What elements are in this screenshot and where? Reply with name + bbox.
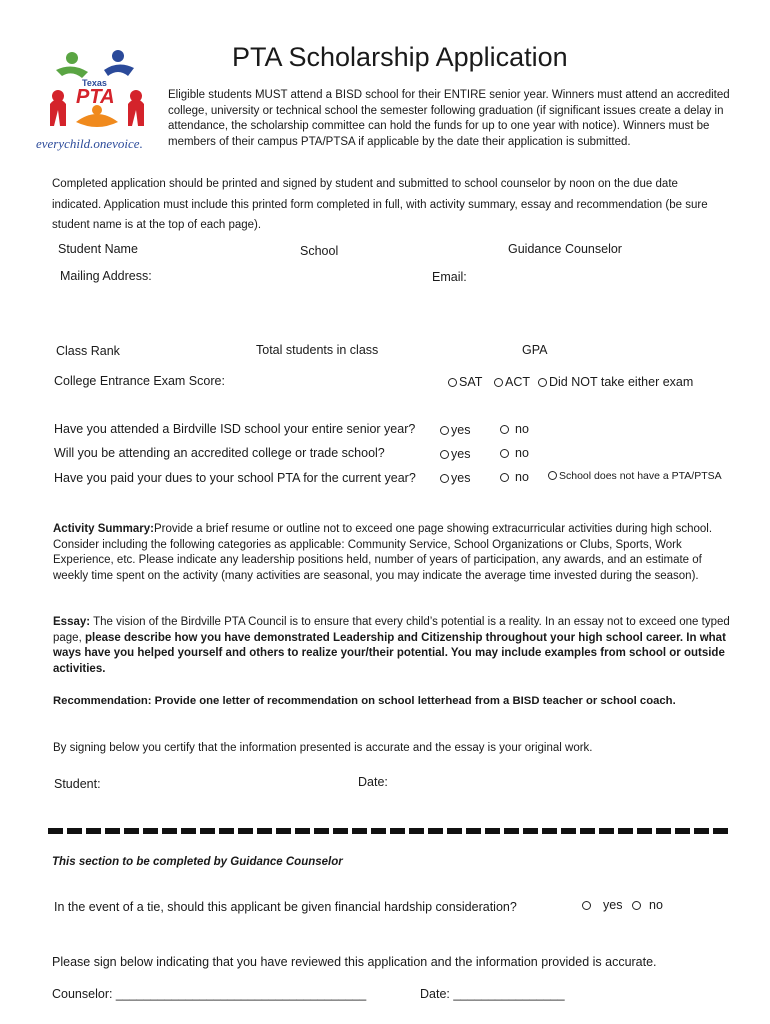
- q3-yes-option[interactable]: yes: [440, 471, 470, 485]
- email-label: Email:: [432, 270, 467, 284]
- essay-label: Essay:: [53, 616, 91, 628]
- divider-dash: [504, 828, 519, 834]
- q3-yes-radio[interactable]: [440, 474, 449, 483]
- divider-dash: [105, 828, 120, 834]
- sat-radio[interactable]: [448, 378, 457, 387]
- page-title: PTA Scholarship Application: [232, 42, 568, 72]
- divider-dash: [257, 828, 272, 834]
- tie-question: In the event of a tie, should this applicant be given financial hardship consideration?: [54, 900, 517, 914]
- divider-dash: [219, 828, 234, 834]
- divider-dash: [637, 828, 652, 834]
- essay-bold-text: please describe how you have demonstrated Leadership and Citizenship throughout your high school career. In what ways have you helped yourself and others to realize your/their potential. You may include examples from school or outside activities.: [53, 631, 726, 675]
- divider-dash: [124, 828, 139, 834]
- divider-dash: [333, 828, 348, 834]
- counselor-section-heading: This section to be completed by Guidance Counselor: [52, 856, 343, 868]
- divider-dash: [314, 828, 329, 834]
- exam-option-sat[interactable]: SAT: [448, 375, 482, 389]
- logo-state: Texas: [82, 78, 107, 88]
- question-senior-year: Have you attended a Birdville ISD school your entire senior year?: [54, 422, 416, 436]
- tie-yes-option[interactable]: yes: [582, 898, 622, 912]
- divider-dash: [295, 828, 310, 834]
- divider-dash: [200, 828, 215, 834]
- tie-no-option[interactable]: no: [632, 898, 663, 912]
- q2-yes-option[interactable]: yes: [440, 447, 470, 461]
- q3-no-pta-option[interactable]: School does not have a PTA/PTSA: [548, 470, 722, 482]
- no-pta-radio[interactable]: [548, 471, 557, 480]
- class-rank-label: Class Rank: [56, 344, 120, 358]
- divider-dash: [580, 828, 595, 834]
- divider-dash: [656, 828, 671, 834]
- section-divider: [48, 828, 732, 834]
- divider-dash: [618, 828, 633, 834]
- certify-text: By signing below you certify that the information presented is accurate and the essay is your original work.: [53, 742, 593, 754]
- essay-section: [53, 615, 735, 677]
- counselor-sign-note: Please sign below indicating that you have reviewed this application and the information provided is accurate.: [52, 955, 657, 969]
- divider-dash: [428, 828, 443, 834]
- divider-dash: [48, 828, 63, 834]
- divider-dash: [67, 828, 82, 834]
- divider-dash: [181, 828, 196, 834]
- q1-no-radio[interactable]: [500, 425, 509, 434]
- divider-dash: [466, 828, 481, 834]
- pta-logo: [36, 46, 158, 156]
- q3-no-radio[interactable]: [500, 473, 509, 482]
- instructions-text: Completed application should be printed and signed by student and submitted to school counselor by noon on the due date indicated. Application must include this printed form completed in full, with activity summary, essay and recommendation (be sure student name is at the top of each page).: [52, 178, 708, 231]
- divider-dash: [390, 828, 405, 834]
- tie-no-radio[interactable]: [632, 901, 641, 910]
- q3-no-option[interactable]: no: [500, 470, 529, 484]
- act-radio[interactable]: [494, 378, 503, 387]
- activity-text: Provide a brief resume or outline not to exceed one page showing extracurricular activities during high school. Consider including the following categories as applicable: Community Service, School Organizations or Clubs, Sports, Work Experience, etc. Please indicate any leadership positions held, number of years of participation, any awards, and an estimate of weekly time spent on the activity (many activities are seasonal, you may indicate the average time invested during the season).: [53, 523, 713, 582]
- q1-yes-radio[interactable]: [440, 426, 449, 435]
- divider-dash: [599, 828, 614, 834]
- divider-dash: [713, 828, 728, 834]
- gpa-label: GPA: [522, 343, 548, 357]
- student-signature-label: Student:: [54, 777, 101, 791]
- divider-dash: [143, 828, 158, 834]
- logo-brand: PTA: [76, 86, 115, 108]
- divider-dash: [371, 828, 386, 834]
- divider-dash: [447, 828, 462, 834]
- student-name-label: Student Name: [58, 242, 138, 256]
- divider-dash: [352, 828, 367, 834]
- mailing-address-label: Mailing Address:: [60, 269, 152, 283]
- divider-dash: [86, 828, 101, 834]
- recommendation-text: Recommendation: Provide one letter of recommendation on school letterhead from a BISD teacher or school coach.: [53, 695, 676, 707]
- divider-dash: [675, 828, 690, 834]
- no-exam-radio[interactable]: [538, 378, 547, 387]
- essay-text: The vision of the Birdville PTA Council is to ensure that every child’s potential is a reality. In an essay not to exceed one typed page,: [53, 616, 730, 644]
- question-college: Will you be attending an accredited college or trade school?: [54, 446, 385, 460]
- divider-dash: [409, 828, 424, 834]
- q2-yes-radio[interactable]: [440, 450, 449, 459]
- divider-dash: [523, 828, 538, 834]
- exam-option-act[interactable]: ACT: [494, 375, 530, 389]
- date-signature-label: Date:: [358, 775, 388, 789]
- divider-dash: [238, 828, 253, 834]
- divider-dash: [485, 828, 500, 834]
- logo-tagline: everychild.onevoice.: [36, 136, 143, 151]
- divider-dash: [561, 828, 576, 834]
- counselor-date-line[interactable]: Date: ________________: [420, 987, 565, 1001]
- school-label: School: [300, 244, 339, 258]
- divider-dash: [162, 828, 177, 834]
- divider-dash: [276, 828, 291, 834]
- exam-option-none[interactable]: Did NOT take either exam: [538, 375, 693, 389]
- eligibility-text: Eligible students MUST attend a BISD school for their ENTIRE senior year. Winners must attend an accredited college, university or technical school the semester following graduation (if significant issues create a delay in attendance, the scholarship committee can hold the funds for up to one year with notice). Winners must be members of their campus PTA/PTSA if applicable by the date their application is submitted.: [168, 89, 730, 148]
- activity-label: Activity Summary:: [53, 523, 154, 535]
- q2-no-radio[interactable]: [500, 449, 509, 458]
- q1-yes-option[interactable]: yes: [440, 423, 470, 437]
- guidance-counselor-label: Guidance Counselor: [508, 242, 622, 256]
- activity-summary: [53, 522, 735, 584]
- divider-dash: [694, 828, 709, 834]
- question-pta-dues: Have you paid your dues to your school PTA for the current year?: [54, 471, 416, 485]
- tie-yes-radio[interactable]: [582, 901, 591, 910]
- q2-no-option[interactable]: no: [500, 446, 529, 460]
- college-exam-label: College Entrance Exam Score:: [54, 374, 225, 388]
- q1-no-option[interactable]: no: [500, 422, 529, 436]
- counselor-signature-line[interactable]: Counselor: ____________________________________: [52, 987, 367, 1001]
- divider-dash: [542, 828, 557, 834]
- total-students-label: Total students in class: [256, 343, 379, 357]
